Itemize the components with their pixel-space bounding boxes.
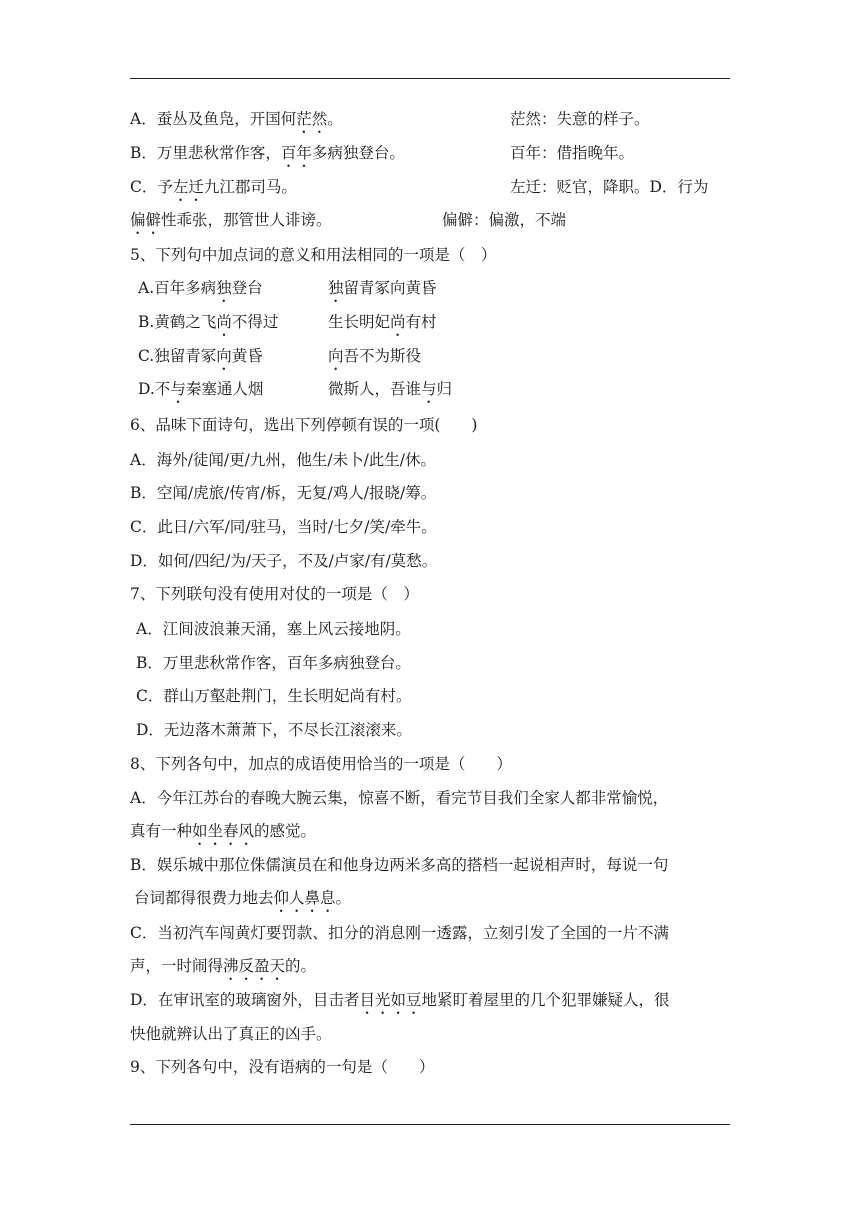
q4-option-c-gloss: 左迁：贬官，降职。D．行为 bbox=[510, 178, 709, 196]
q8-option-b-line2: 台词都得很费力地去仰人鼻息。 bbox=[134, 889, 352, 907]
q9-question: 9、下列各句中，没有语病的一句是（ ） bbox=[130, 1058, 435, 1076]
header-rule bbox=[130, 78, 730, 79]
q7-option-a: A．江间波浪兼天涌，塞上风云接地阴。 bbox=[136, 620, 411, 638]
q8-option-a-line2: 真有一种如坐春风的感觉。 bbox=[130, 822, 317, 840]
q6-question: 6、品味下面诗句，选出下列停顿有误的一项( ) bbox=[130, 416, 478, 434]
q7-question: 7、下列联句没有使用对仗的一项是（ ） bbox=[130, 585, 419, 603]
q5-option-a: A.百年多病独登台 独留青冢向黄昏 bbox=[138, 279, 437, 297]
q4-option-c: C．予左迁九江郡司马。 左迁：贬官，降职。D．行为 bbox=[130, 178, 709, 196]
q6-option-c: C．此日/六军/同/驻马，当时/七夕/笑/牵牛。 bbox=[130, 518, 437, 536]
q8-option-d-line2: 快他就辨认出了真正的凶手。 bbox=[130, 1025, 332, 1043]
q8-option-a-line1: A．今年江苏台的春晚大腕云集，惊喜不断，看完节目我们全家人都非常愉悦， bbox=[130, 789, 669, 807]
q5-question: 5、下列句中加点词的意义和用法相同的一项是（ ） bbox=[130, 246, 497, 264]
q5-option-d: D.不与秦塞通人烟 微斯人，吾谁与归 bbox=[138, 380, 453, 398]
q7-option-c: C．群山万壑赴荆门，生长明妃尚有村。 bbox=[136, 687, 412, 705]
q7-option-d: D．无边落木萧萧下，不尽长江滚滚来。 bbox=[136, 721, 412, 739]
q8-question: 8、下列各句中，加点的成语使用恰当的一项是（ ） bbox=[130, 755, 512, 773]
q8-option-b-line1: B．娱乐城中那位侏儒演员在和他身边两米多高的搭档一起说相声时，每说一句 bbox=[130, 856, 669, 874]
q4-option-a-gloss: 茫然：失意的样子。 bbox=[510, 110, 650, 128]
q6-option-a: A．海外/徒闻/更/九州，他生/未卜/此生/休。 bbox=[130, 451, 437, 469]
q5-option-c: C.独留青冢向黄昏 向吾不为斯役 bbox=[138, 347, 422, 365]
q4-option-a: A．蚕丛及鱼凫，开国何茫然。 茫然：失意的样子。 bbox=[130, 110, 650, 128]
q4-option-d-gloss: 偏僻：偏激，不端 bbox=[442, 211, 567, 229]
q8-option-c-line2: 声，一时闹得沸反盈天的。 bbox=[130, 957, 317, 975]
q6-option-b: B．空闻/虎旅/传宵/柝，无复/鸡人/报晓/筹。 bbox=[130, 484, 437, 502]
q6-option-d: D．如何/四纪/为/天子，不及/卢家/有/莫愁。 bbox=[130, 552, 438, 570]
q4-option-d: 偏僻性乖张，那管世人诽谤。 偏僻：偏激，不端 bbox=[130, 211, 567, 229]
footer-rule bbox=[130, 1124, 730, 1125]
q8-option-d-line1: D．在审讯室的玻璃窗外，目击者目光如豆地紧盯着屋里的几个犯罪嫌疑人，很 bbox=[130, 991, 670, 1009]
q7-option-b: B．万里悲秋常作客，百年多病独登台。 bbox=[136, 654, 411, 672]
q8-option-c-line1: C．当初汽车闯黄灯要罚款、扣分的消息刚一透露，立刻引发了全国的一片不满 bbox=[130, 924, 669, 942]
q5-option-b: B.黄鹤之飞尚不得过 生长明妃尚有村 bbox=[138, 313, 437, 331]
q4-option-b: B．万里悲秋常作客，百年多病独登台。 百年：借指晚年。 bbox=[130, 144, 635, 162]
q4-option-b-gloss: 百年：借指晚年。 bbox=[510, 144, 635, 162]
